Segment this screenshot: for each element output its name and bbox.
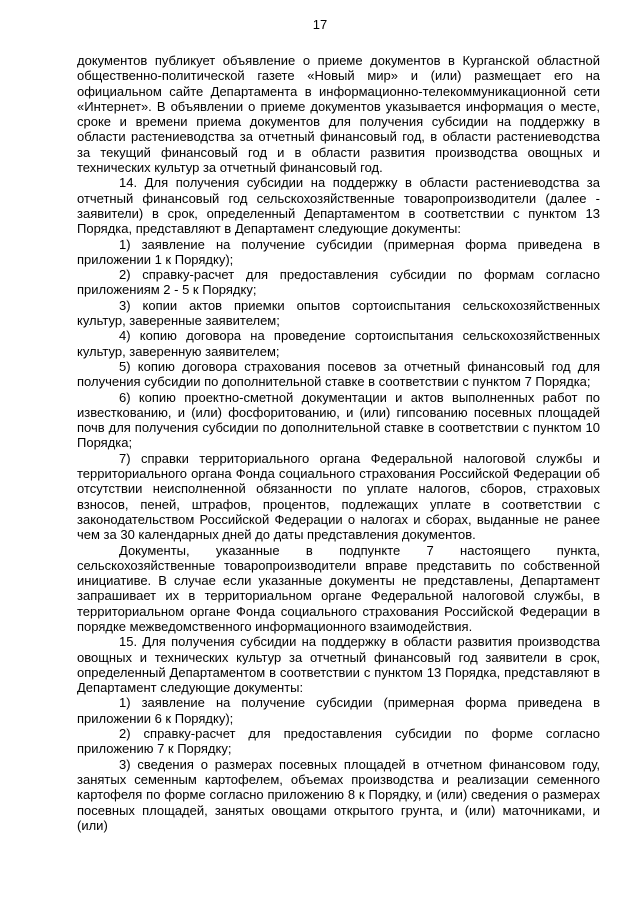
paragraph: документов публикует объявление о приеме документов в Курганской областной общественно-политической газете «Новый мир» и (или) размещает его на официальном сайте Департамента в информационно-телекоммуникационной сети «Интернет». В объявлении о приеме документов указывается информация о месте, сроке и времени приема документов для получения субсидии на поддержку в области растениеводства за отчетный финансовый год, в области растениеводства за текущий финансовый год и в области развития производства овощных и технических культур за отчетный финансовый год. — [77, 53, 600, 176]
page-number: 17 — [312, 17, 328, 32]
paragraph: 1) заявление на получение субсидии (примерная форма приведена в приложении 1 к Порядку); — [77, 236, 600, 267]
paragraph: 4) копию договора на проведение сортоиспытания сельскохозяйственных культур, заверенную заявителем; — [77, 328, 600, 359]
paragraph: 15. Для получения субсидии на поддержку в области развития производства овощных и технических культур за отчетный финансовый год заявители в срок, определенный Департаментом в соответствии с пунктом 13 Порядка, представляют в Департамент следующие документы: — [77, 634, 600, 696]
paragraph: Документы, указанные в подпункте 7 настоящего пункта, сельскохозяйственные товаропроизводители вправе представить по собственной инициативе. В случае если указанные документы не представлены, Департамент запрашивает их в территориальном органе Федеральной налоговой службы, в территориальном органе Фонда социального страхования Российской Федерации в порядке межведомственного информационного взаимодействия. — [77, 542, 600, 634]
paragraph: 14. Для получения субсидии на поддержку в области растениеводства за отчетный финансовый год сельскохозяйственные товаропроизводители (далее - заявители) в срок, определенный Департаментом в соответствии с пунктом 13 Порядка, представляют в Департамент следующие документы: — [77, 175, 600, 237]
paragraph: 5) копию договора страхования посевов за отчетный финансовый год для получения субсидии по дополнительной ставке в соответствии с пунктом 7 Порядка; — [77, 358, 600, 390]
paragraph: 7) справки территориального органа Федеральной налоговой службы и территориального органа Фонда социального страхования Российской Федерации об отсутствии неисполненной обязанности по уплате налогов, сборов, страховых взносов, пеней, штрафов, процентов, подлежащих уплате в соответствии с законодательством Российской Федерации о налогах и сборах, выданные не ранее чем за 30 календарных дней до даты представления документов. — [77, 450, 600, 543]
document-body — [77, 53, 600, 833]
paragraph: 3) копии актов приемки опытов сортоиспытания сельскохозяйственных культур, заверенные заявителем; — [77, 297, 600, 329]
paragraph: 2) справку-расчет для предоставления субсидии по форме согласно приложению 7 к Порядку; — [77, 726, 600, 757]
paragraph: 2) справку-расчет для предоставления субсидии по формам согласно приложениям 2 - 5 к Порядку; — [77, 267, 600, 298]
paragraph: 1) заявление на получение субсидии (примерная форма приведена в приложении 6 к Порядку); — [77, 695, 600, 726]
paragraph: 6) копию проектно-сметной документации и актов выполненных работ по известкованию, и (или) фосфоритованию, и (или) гипсованию посевных площадей почв для получения субсидии по дополнительной ставке в соответствии с пунктом 10 Порядка; — [77, 389, 600, 451]
paragraph: 3) сведения о размерах посевных площадей в отчетном финансовом году, занятых семенным картофелем, объемах производства и реализации семенного картофеля по форме согласно приложению 8 к Порядку, и (или) сведения о размерах посевных площадей, занятых овощами открытого грунта, и (или) маточниками, и (или) — [77, 756, 600, 833]
